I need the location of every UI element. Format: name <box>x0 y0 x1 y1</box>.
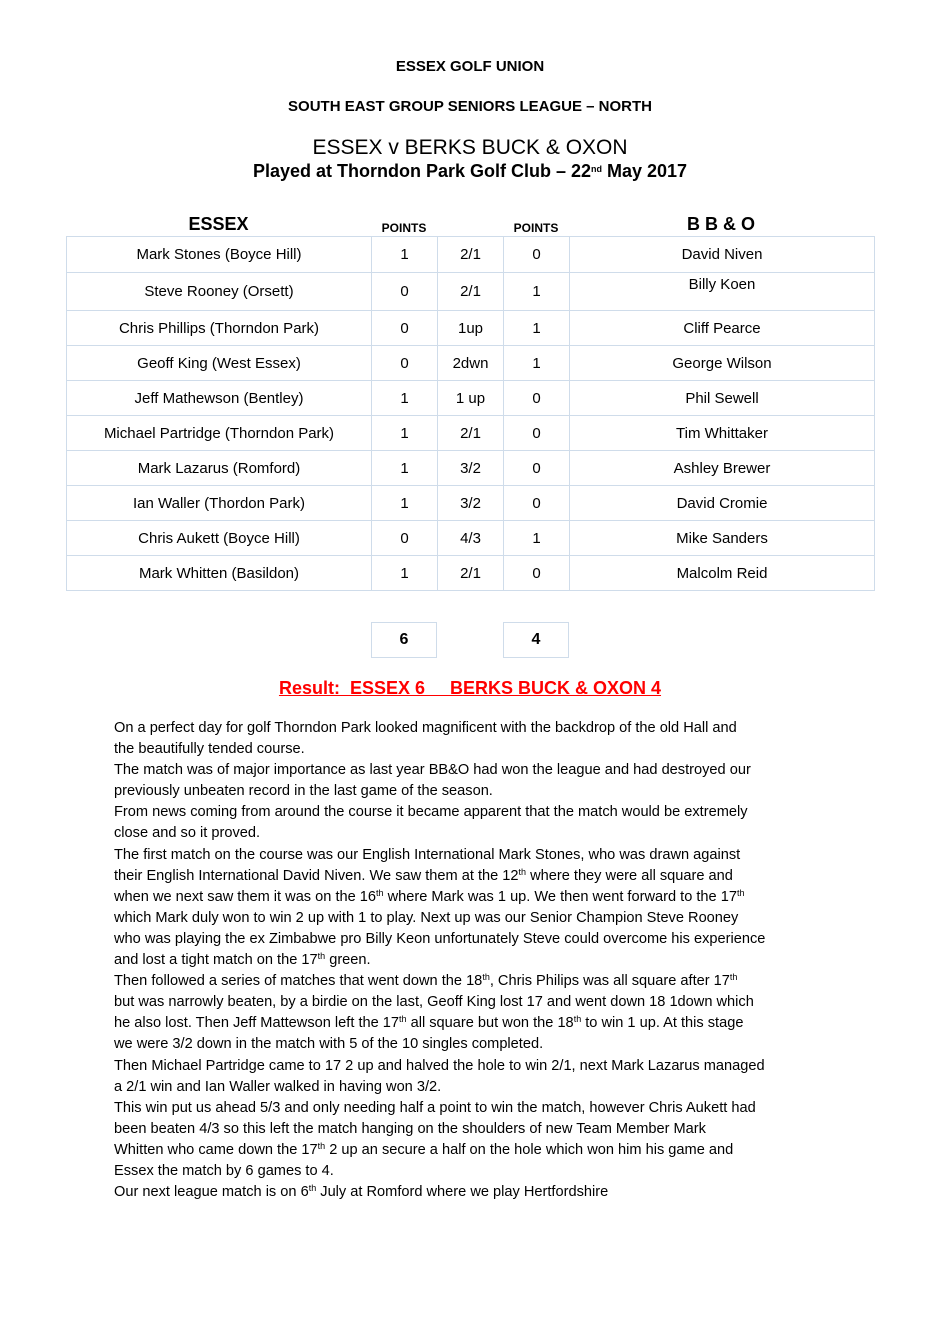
table-row <box>67 311 875 346</box>
player-essex: Michael Partridge (Thorndon Park) <box>67 416 372 451</box>
points-essex: 1 <box>372 556 438 591</box>
points-bbo: 1 <box>504 521 570 556</box>
points-essex: 1 <box>372 486 438 521</box>
report-text: The match was of major importance as last year BB&O had won the league and had destroyed our <box>114 762 751 779</box>
ordinal-suffix: th <box>573 1014 582 1025</box>
player-essex: Mark Whitten (Basildon) <box>67 556 372 591</box>
report-text: Essex the match by 6 games to 4. <box>114 1162 334 1179</box>
column-header-points-home: POINTS <box>381 221 427 235</box>
report-text: close and so it proved. <box>114 825 261 842</box>
points-essex: 1 <box>372 416 438 451</box>
report-text: to win 1 up. At this stage <box>581 1015 744 1032</box>
report-text: but was narrowly beaten, by a birdie on the last, Geoff King lost 17 and went down 18 1down which <box>114 994 754 1011</box>
report-line <box>114 866 834 887</box>
ordinal-suffix: th <box>376 887 384 898</box>
points-bbo: 1 <box>504 273 570 311</box>
report-text: who was playing the ex Zimbabwe pro Billy Keon unfortunately Steve could overcome his experience <box>114 930 766 947</box>
points-bbo: 1 <box>504 346 570 381</box>
match-score: 3/2 <box>438 451 504 486</box>
points-essex: 1 <box>372 381 438 416</box>
report-line <box>114 823 834 844</box>
report-line <box>114 1098 834 1119</box>
report-text: all square but won the 18 <box>406 1015 574 1032</box>
report-text: we were 3/2 down in the match with 5 of the 10 singles completed. <box>114 1036 544 1053</box>
report-line <box>114 992 834 1013</box>
result-line: Result: ESSEX 6 BERKS BUCK & OXON 4 <box>278 678 662 698</box>
report-line <box>114 950 834 971</box>
total-points-essex: 6 <box>371 622 437 658</box>
player-essex: Ian Waller (Thordon Park) <box>67 486 372 521</box>
points-bbo: 0 <box>504 381 570 416</box>
report-line <box>114 929 834 950</box>
player-essex: Chris Phillips (Thorndon Park) <box>67 311 372 346</box>
table-row <box>67 381 875 416</box>
report-text: July at Romford where we play Hertfordshire <box>316 1184 609 1201</box>
player-bbo: Phil Sewell <box>570 381 875 416</box>
table-row <box>67 521 875 556</box>
league-title: SOUTH EAST GROUP SENIORS LEAGUE – NORTH <box>288 98 652 115</box>
points-essex: 1 <box>372 451 438 486</box>
report-text: Then Michael Partridge came to 17 2 up and halved the hole to win 2/1, next Mark Lazarus managed <box>114 1057 765 1074</box>
venue-date-rest: May 2017 <box>602 161 688 181</box>
total-points-bbo: 4 <box>503 622 569 658</box>
player-bbo: Ashley Brewer <box>570 451 875 486</box>
points-bbo: 1 <box>504 311 570 346</box>
match-score: 2/1 <box>438 556 504 591</box>
report-line <box>114 739 834 760</box>
report-text: Then followed a series of matches that went down the 18 <box>114 973 483 990</box>
points-bbo: 0 <box>504 486 570 521</box>
match-score: 1up <box>438 311 504 346</box>
column-header-points-away: POINTS <box>513 221 559 235</box>
ordinal-suffix: th <box>729 972 738 983</box>
match-score: 4/3 <box>438 521 504 556</box>
player-essex: Steve Rooney (Orsett) <box>67 273 372 311</box>
report-text: where they were all square and <box>526 867 733 884</box>
match-score: 2dwn <box>438 346 504 381</box>
match-score: 3/2 <box>438 486 504 521</box>
points-essex: 0 <box>372 521 438 556</box>
report-line <box>114 1034 834 1055</box>
report-text: where Mark was 1 up. We then went forward to the 17 <box>383 888 737 905</box>
report-text: their English International David Niven. We saw them at the 12 <box>114 867 519 884</box>
report-line <box>114 908 834 929</box>
report-text: green. <box>325 952 371 969</box>
table-row <box>67 273 875 311</box>
player-essex: Jeff Mathewson (Bentley) <box>67 381 372 416</box>
report-text: From news coming from around the course it became apparent that the match would be extremely <box>114 804 748 821</box>
player-bbo: David Cromie <box>570 486 875 521</box>
table-row <box>67 486 875 521</box>
table-row <box>67 416 875 451</box>
match-title: ESSEX v BERKS BUCK & OXON <box>312 136 628 159</box>
report-text: he also lost. Then Jeff Mattewson left the 17 <box>114 1015 400 1032</box>
report-line <box>114 845 834 866</box>
player-bbo: Malcolm Reid <box>570 556 875 591</box>
report-line <box>114 1077 834 1098</box>
ordinal-suffix: th <box>399 1014 407 1025</box>
venue-date-suffix: nd <box>591 164 602 174</box>
report-line <box>114 1140 834 1161</box>
points-essex: 1 <box>372 237 438 273</box>
points-bbo: 0 <box>504 416 570 451</box>
report-text: and lost a tight match on the 17 <box>114 952 318 969</box>
points-bbo: 0 <box>504 451 570 486</box>
report-text: Whitten who came down the 17 <box>114 1141 318 1158</box>
report-line <box>114 1119 834 1140</box>
report-text: the beautifully tended course. <box>114 741 305 758</box>
report-text: This win put us ahead 5/3 and only needing half a point to win the match, however Chris Aukett had <box>114 1099 756 1116</box>
report-line <box>114 1056 834 1077</box>
points-essex: 0 <box>372 346 438 381</box>
ordinal-suffix: th <box>482 972 490 983</box>
player-bbo: Tim Whittaker <box>570 416 875 451</box>
report-text: previously unbeaten record in the last game of the season. <box>114 783 493 800</box>
report-line <box>114 1013 834 1034</box>
report-line <box>114 971 834 992</box>
report-line <box>114 802 834 823</box>
report-line <box>114 887 834 908</box>
match-score: 2/1 <box>438 237 504 273</box>
player-essex: Mark Lazarus (Romford) <box>67 451 372 486</box>
results-table <box>66 236 875 591</box>
match-report <box>114 718 834 1203</box>
report-line <box>114 760 834 781</box>
player-bbo: Cliff Pearce <box>570 311 875 346</box>
table-row <box>67 237 875 273</box>
venue-text: Played at Thorndon Park Golf Club – 22 <box>252 161 591 181</box>
player-essex: Mark Stones (Boyce Hill) <box>67 237 372 273</box>
player-bbo: David Niven <box>570 237 875 273</box>
report-line <box>114 1161 834 1182</box>
table-row <box>67 346 875 381</box>
report-line <box>114 718 834 739</box>
column-header-bbo: B B & O <box>686 214 755 234</box>
report-line <box>114 1182 834 1203</box>
venue-line <box>0 161 940 182</box>
table-row <box>67 451 875 486</box>
report-text: On a perfect day for golf Thorndon Park looked magnificent with the backdrop of the old Hall and <box>114 720 737 736</box>
ordinal-suffix: th <box>317 1140 326 1151</box>
player-essex: Geoff King (West Essex) <box>67 346 372 381</box>
report-text: 2 up an secure a half on the hole which won him his game and <box>325 1141 734 1158</box>
column-header-essex: ESSEX <box>188 214 249 234</box>
report-text: which Mark duly won to win 2 up with 1 to play. Next up was our Senior Champion Steve Rooney <box>114 909 739 926</box>
report-text: Our next league match is on 6 <box>114 1184 309 1201</box>
report-line <box>114 781 834 802</box>
table-row <box>67 556 875 591</box>
points-bbo: 0 <box>504 556 570 591</box>
report-text: The first match on the course was our English International Mark Stones, who was drawn against <box>114 846 741 863</box>
points-bbo: 0 <box>504 237 570 273</box>
ordinal-suffix: th <box>308 1183 317 1194</box>
ordinal-suffix: th <box>736 887 745 898</box>
union-title: ESSEX GOLF UNION <box>395 58 545 75</box>
report-text: been beaten 4/3 so this left the match hanging on the shoulders of new Team Member Mark <box>114 1120 706 1137</box>
points-essex: 0 <box>372 311 438 346</box>
player-essex: Chris Aukett (Boyce Hill) <box>67 521 372 556</box>
match-score: 1 up <box>438 381 504 416</box>
player-bbo: Billy Koen <box>570 273 875 311</box>
points-essex: 0 <box>372 273 438 311</box>
player-bbo: Mike Sanders <box>570 521 875 556</box>
report-text: , Chris Philips was all square after 17 <box>489 973 730 990</box>
player-bbo: George Wilson <box>570 346 875 381</box>
match-score: 2/1 <box>438 416 504 451</box>
report-text: a 2/1 win and Ian Waller walked in having won 3/2. <box>114 1078 442 1095</box>
match-score: 2/1 <box>438 273 504 311</box>
ordinal-suffix: th <box>518 866 527 877</box>
report-text: when we next saw them it was on the 16 <box>114 888 377 905</box>
ordinal-suffix: th <box>317 951 326 962</box>
